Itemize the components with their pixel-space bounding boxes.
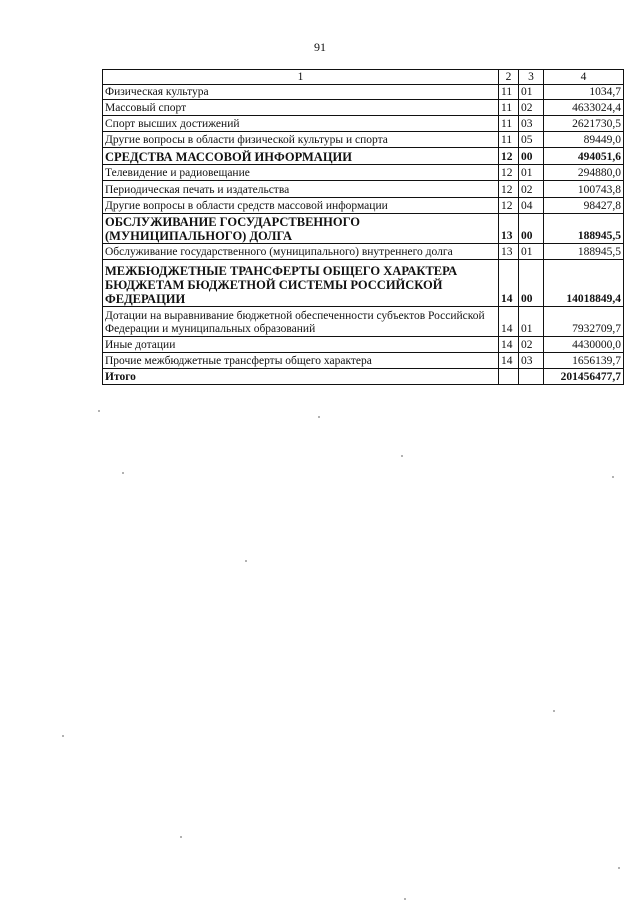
scan-speck (553, 710, 555, 712)
row-subsection-code: 04 (519, 198, 544, 214)
column-header-subsection: 3 (519, 70, 544, 85)
table-row (103, 353, 624, 369)
table-row (103, 198, 624, 214)
row-section-code: 12 (499, 181, 519, 198)
table-row (103, 181, 624, 198)
table-row (103, 165, 624, 181)
row-section-code: 14 (499, 337, 519, 353)
scan-speck (318, 416, 320, 418)
row-name: Массовый спорт (103, 100, 499, 116)
row-amount: 100743,8 (544, 181, 624, 198)
row-section-code: 11 (499, 116, 519, 132)
page-number: 91 (314, 40, 326, 54)
row-amount: 4633024,4 (544, 100, 624, 116)
scan-speck (618, 867, 620, 869)
row-subsection-code: 02 (519, 181, 544, 198)
row-name: Другие вопросы в области средств массовой информации (103, 198, 499, 214)
table-row (103, 100, 624, 116)
row-name: Прочие межбюджетные трансферты общего характера (103, 353, 499, 369)
total-amount: 201456477,7 (544, 369, 624, 385)
scan-speck (612, 476, 614, 478)
row-name: Периодическая печать и издательства (103, 181, 499, 198)
scan-speck (98, 410, 100, 412)
column-header-section: 2 (499, 70, 519, 85)
row-amount: 1656139,7 (544, 353, 624, 369)
row-subsection-code: 00 (519, 214, 544, 244)
section-title: СРЕДСТВА МАССОВОЙ ИНФОРМАЦИИ (103, 148, 499, 165)
scan-speck (404, 898, 406, 900)
table-row (103, 337, 624, 353)
row-name: Спорт высших достижений (103, 116, 499, 132)
section-row (103, 214, 624, 244)
row-section-code: 14 (499, 353, 519, 369)
scan-speck (245, 560, 247, 562)
row-name: Телевидение и радиовещание (103, 165, 499, 181)
row-amount: 7932709,7 (544, 307, 624, 337)
table-body (103, 85, 624, 385)
row-subsection-code: 02 (519, 337, 544, 353)
section-row (103, 148, 624, 165)
row-amount: 4430000,0 (544, 337, 624, 353)
row-subsection-code: 01 (519, 165, 544, 181)
section-title: МЕЖБЮДЖЕТНЫЕ ТРАНСФЕРТЫ ОБЩЕГО ХАРАКТЕРА БЮДЖЕТАМ БЮДЖЕТНОЙ СИСТЕМЫ РОССИЙСКОЙ ФЕДЕРАЦИИ (103, 260, 499, 307)
row-amount: 188945,5 (544, 214, 624, 244)
row-amount: 294880,0 (544, 165, 624, 181)
table-row (103, 116, 624, 132)
row-name: Другие вопросы в области физической культуры и спорта (103, 132, 499, 148)
row-subsection-code: 01 (519, 307, 544, 337)
row-amount: 2621730,5 (544, 116, 624, 132)
section-title: ОБСЛУЖИВАНИЕ ГОСУДАРСТВЕННОГО (МУНИЦИПАЛЬНОГО) ДОЛГА (103, 214, 499, 244)
row-amount: 89449,0 (544, 132, 624, 148)
column-header-name: 1 (103, 70, 499, 85)
row-section-code: 11 (499, 85, 519, 100)
total-row (103, 369, 624, 385)
scan-speck (62, 735, 64, 737)
table-row (103, 244, 624, 260)
row-subsection-code: 02 (519, 100, 544, 116)
table-row (103, 307, 624, 337)
row-section-code: 13 (499, 214, 519, 244)
row-subsection-code: 05 (519, 132, 544, 148)
table-row (103, 85, 624, 100)
budget-table (102, 69, 624, 385)
row-subsection-code: 03 (519, 353, 544, 369)
row-name: Иные дотации (103, 337, 499, 353)
row-section-code: 13 (499, 244, 519, 260)
scan-speck (180, 836, 182, 838)
scan-speck (122, 472, 124, 474)
row-name: Физическая культура (103, 85, 499, 100)
total-subsection-code (519, 369, 544, 385)
table-row (103, 132, 624, 148)
row-section-code: 14 (499, 260, 519, 307)
row-subsection-code: 01 (519, 244, 544, 260)
total-section-code (499, 369, 519, 385)
row-subsection-code: 00 (519, 148, 544, 165)
row-section-code: 11 (499, 100, 519, 116)
total-label: Итого (103, 369, 499, 385)
row-amount: 1034,7 (544, 85, 624, 100)
row-section-code: 14 (499, 307, 519, 337)
row-amount: 98427,8 (544, 198, 624, 214)
row-subsection-code: 01 (519, 85, 544, 100)
row-section-code: 12 (499, 165, 519, 181)
row-section-code: 12 (499, 198, 519, 214)
row-subsection-code: 03 (519, 116, 544, 132)
row-section-code: 11 (499, 132, 519, 148)
row-section-code: 12 (499, 148, 519, 165)
row-amount: 188945,5 (544, 244, 624, 260)
table-header-row (103, 70, 624, 85)
row-amount: 14018849,4 (544, 260, 624, 307)
row-name: Обслуживание государственного (муниципального) внутреннего долга (103, 244, 499, 260)
row-subsection-code: 00 (519, 260, 544, 307)
row-amount: 494051,6 (544, 148, 624, 165)
row-name: Дотации на выравнивание бюджетной обеспеченности субъектов Российской Федерации и муниципальных образований (103, 307, 499, 337)
column-header-amount: 4 (544, 70, 624, 85)
section-row (103, 260, 624, 307)
scan-speck (401, 455, 403, 457)
